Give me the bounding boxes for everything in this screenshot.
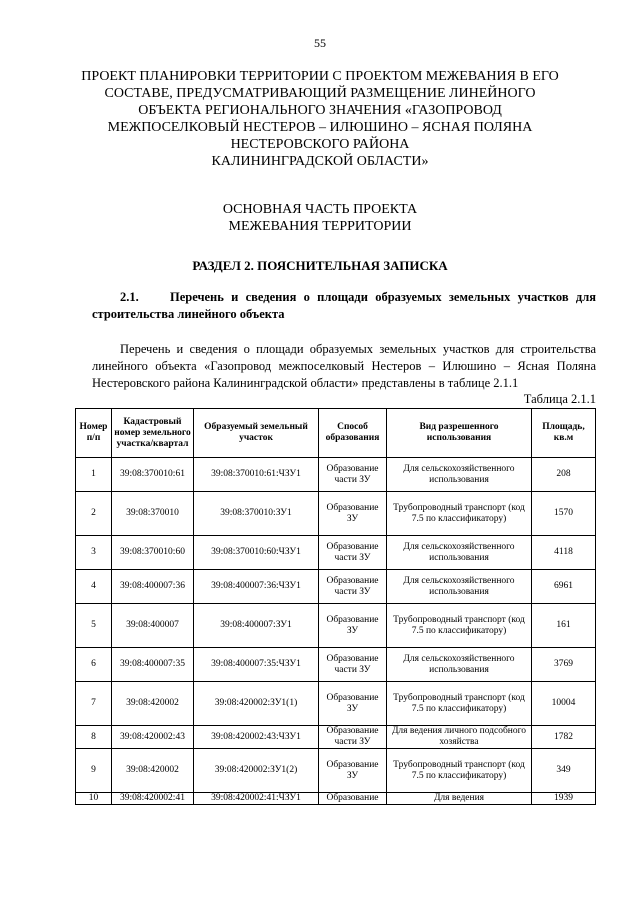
table-cell: 39:08:400007:36	[112, 570, 194, 604]
table-cell: 6	[76, 648, 112, 682]
table-cell: 6961	[532, 570, 596, 604]
document-subtitle	[120, 201, 520, 235]
table-row	[76, 793, 596, 805]
table-row	[76, 570, 596, 604]
table-cell: Трубопроводный транспорт (код 7.5 по классификатору)	[387, 604, 532, 648]
table-cell: 4118	[532, 536, 596, 570]
table-cell: Образование части ЗУ	[319, 570, 387, 604]
table-cell: Для ведения	[387, 793, 532, 805]
title-line: ОБЪЕКТА РЕГИОНАЛЬНОГО ЗНАЧЕНИЯ «ГАЗОПРОВОД	[138, 103, 502, 118]
column-header: Площадь, кв.м	[532, 409, 596, 458]
table-cell: 161	[532, 604, 596, 648]
table-cell: Образование части ЗУ	[319, 648, 387, 682]
subsection-text: Перечень и сведения о площади образуемых земельных участков для строительства линейного объекта	[92, 290, 596, 321]
table-cell: 39:08:370010:60:ЧЗУ1	[194, 536, 319, 570]
table-cell: Образование ЗУ	[319, 749, 387, 793]
table-row	[76, 726, 596, 749]
column-header: Вид разрешенного использования	[387, 409, 532, 458]
subtitle-line: ОСНОВНАЯ ЧАСТЬ ПРОЕКТА	[222, 202, 418, 217]
table-cell: 4	[76, 570, 112, 604]
table-cell: 1939	[532, 793, 596, 805]
table-row	[76, 749, 596, 793]
table-cell: 39:08:400007:ЗУ1	[194, 604, 319, 648]
subtitle-line: МЕЖЕВАНИЯ ТЕРРИТОРИИ	[228, 219, 412, 234]
table-cell: Трубопроводный транспорт (код 7.5 по классификатору)	[387, 492, 532, 536]
table-cell: Образование ЗУ	[319, 682, 387, 726]
table-row	[76, 458, 596, 492]
title-line: НЕСТЕРОВСКОГО РАЙОНА	[230, 137, 410, 152]
table-cell: Образование ЗУ	[319, 492, 387, 536]
table-cell: 1570	[532, 492, 596, 536]
table-cell: 208	[532, 458, 596, 492]
table-row	[76, 604, 596, 648]
page-number: 55	[314, 36, 326, 50]
table-cell: 39:08:420002:41	[112, 793, 194, 805]
column-header: Образуемый земельный участок	[194, 409, 319, 458]
table-cell: 39:08:420002	[112, 749, 194, 793]
table-cell: 39:08:420002:43	[112, 726, 194, 749]
table-cell: 349	[532, 749, 596, 793]
table-row	[76, 536, 596, 570]
table-header-row	[76, 409, 596, 458]
table-cell: Образование ЗУ	[319, 604, 387, 648]
table-cell: 39:08:400007:35:ЧЗУ1	[194, 648, 319, 682]
table-cell: 8	[76, 726, 112, 749]
table-cell: 39:08:400007:36:ЧЗУ1	[194, 570, 319, 604]
document-title	[80, 68, 560, 170]
table-cell: Образование части ЗУ	[319, 536, 387, 570]
table-cell: 39:08:400007:35	[112, 648, 194, 682]
table-cell: 39:08:370010:61	[112, 458, 194, 492]
table-cell: Для ведения личного подсобного хозяйства	[387, 726, 532, 749]
table-cell: 39:08:420002:41:ЧЗУ1	[194, 793, 319, 805]
parcels-table	[75, 408, 596, 805]
table-row	[76, 492, 596, 536]
table-cell: 10	[76, 793, 112, 805]
subsection-number: 2.1.	[120, 290, 139, 304]
table-cell: 1	[76, 458, 112, 492]
table-cell: 10004	[532, 682, 596, 726]
table-cell: Для сельскохозяйственного использования	[387, 458, 532, 492]
title-line: МЕЖПОСЕЛКОВЫЙ НЕСТЕРОВ – ИЛЮШИНО – ЯСНАЯ ПОЛЯНА	[107, 120, 533, 135]
table-cell: 1782	[532, 726, 596, 749]
column-header: Номер п/п	[76, 409, 112, 458]
table-body	[76, 458, 596, 805]
table-cell: Образование части ЗУ	[319, 726, 387, 749]
body-paragraph: Перечень и сведения о площади образуемых земельных участков для строительства линейного объекта «Газопровод межпоселковый Нестеров – Илюшино – Ясная Поляна Нестеровского района Калининградской области» представлены в таблице 2.1.1	[92, 342, 596, 390]
subsection-heading	[92, 289, 596, 323]
column-header: Способ образования	[319, 409, 387, 458]
table-cell: 7	[76, 682, 112, 726]
table-cell: Образование	[319, 793, 387, 805]
table-cell: 39:08:420002	[112, 682, 194, 726]
table-cell: 3769	[532, 648, 596, 682]
table-cell: 39:08:370010	[112, 492, 194, 536]
title-line: КАЛИНИНГРАДСКОЙ ОБЛАСТИ»	[211, 154, 429, 169]
table-cell: 2	[76, 492, 112, 536]
column-header: Кадастровый номер земельного участка/квартал	[112, 409, 194, 458]
table-cell: Трубопроводный транспорт (код 7.5 по классификатору)	[387, 682, 532, 726]
title-line: СОСТАВЕ, ПРЕДУСМАТРИВАЮЩИЙ РАЗМЕЩЕНИЕ ЛИНЕЙНОГО	[104, 86, 536, 101]
table-cell: 5	[76, 604, 112, 648]
table-cell: 39:08:400007	[112, 604, 194, 648]
table-cell: Образование части ЗУ	[319, 458, 387, 492]
title-line: ПРОЕКТ ПЛАНИРОВКИ ТЕРРИТОРИИ С ПРОЕКТОМ МЕЖЕВАНИЯ В ЕГО	[81, 69, 559, 84]
table-cell: 39:08:370010:ЗУ1	[194, 492, 319, 536]
table-cell: 39:08:370010:61:ЧЗУ1	[194, 458, 319, 492]
table-cell: Для сельскохозяйственного использования	[387, 570, 532, 604]
section-heading: РАЗДЕЛ 2. ПОЯСНИТЕЛЬНАЯ ЗАПИСКА	[192, 258, 448, 273]
table-row	[76, 682, 596, 726]
table-cell: Трубопроводный транспорт (код 7.5 по классификатору)	[387, 749, 532, 793]
table-row	[76, 648, 596, 682]
table-cell: 39:08:370010:60	[112, 536, 194, 570]
table-cell: 39:08:420002:43:ЧЗУ1	[194, 726, 319, 749]
table-cell: 9	[76, 749, 112, 793]
table-cell: Для сельскохозяйственного использования	[387, 536, 532, 570]
table-caption: Таблица 2.1.1	[523, 392, 596, 406]
table-cell: Для сельскохозяйственного использования	[387, 648, 532, 682]
table-cell: 3	[76, 536, 112, 570]
table-cell: 39:08:420002:ЗУ1(2)	[194, 749, 319, 793]
table-cell: 39:08:420002:ЗУ1(1)	[194, 682, 319, 726]
